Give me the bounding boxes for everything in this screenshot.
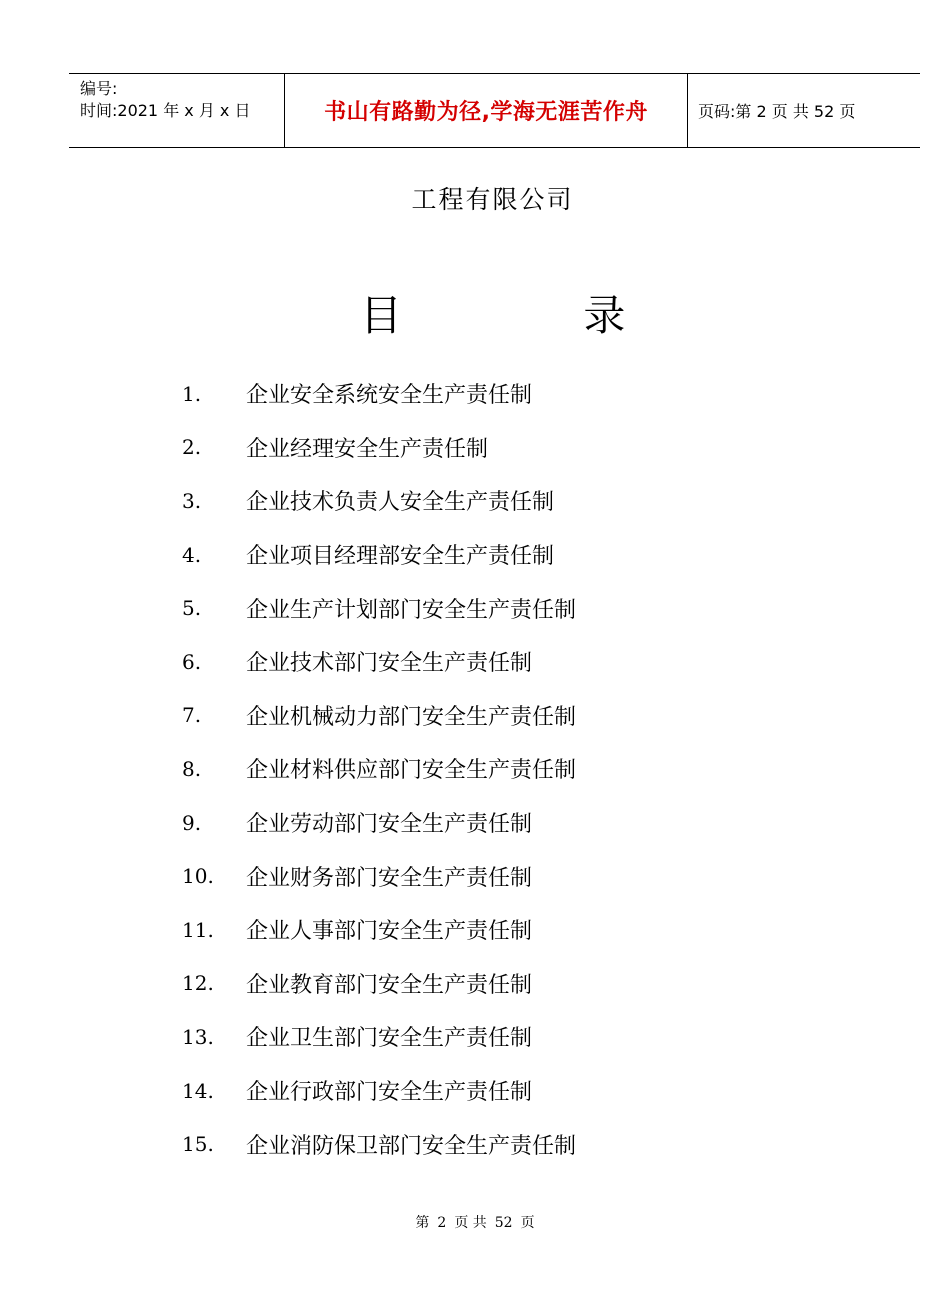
toc-item-number: 8. [182,756,202,781]
toc-item-title: 企业教育部门安全生产责任制 [246,972,533,998]
time-label: 时间:2021 年 x 月 x 日 [80,101,251,120]
toc-item[interactable] [182,1064,576,1118]
toc-item-number: 7. [182,703,202,728]
toc-item-title: 企业安全系统安全生产责任制 [246,383,533,409]
toc-item[interactable] [182,903,576,957]
page-header [69,73,920,148]
toc-item-number: 9. [182,810,202,835]
toc-item-number: 4. [182,542,202,567]
toc-item-number: 5. [182,596,202,621]
toc-item-title: 企业项目经理部安全生产责任制 [246,544,555,570]
toc-title-char-2: 录 [583,291,626,340]
motto-text: 书山有路勤为径,学海无涯苦作舟 [324,100,648,125]
footer-middle: 页 共 [454,1215,487,1231]
toc-item-title: 企业行政部门安全生产责任制 [246,1080,533,1106]
toc-item-number: 1. [182,381,202,406]
toc-item-number: 11. [182,917,214,942]
toc-item-title: 企业卫生部门安全生产责任制 [246,1026,533,1052]
header-motto-cell [285,74,688,147]
toc-item[interactable] [182,421,576,475]
toc-item[interactable] [182,1117,576,1171]
toc-item-number: 2. [182,435,202,460]
toc-list [182,367,576,1171]
toc-item[interactable] [182,581,576,635]
toc-item-title: 企业劳动部门安全生产责任制 [246,812,533,838]
toc-item[interactable] [182,689,576,743]
toc-item-number: 6. [182,649,202,674]
header-page-code [688,74,920,147]
toc-item[interactable] [182,957,576,1011]
toc-item[interactable] [182,849,576,903]
toc-item-title: 企业材料供应部门安全生产责任制 [246,758,577,784]
footer-total-pages: 52 [494,1215,513,1231]
toc-item-title: 企业机械动力部门安全生产责任制 [246,704,577,730]
toc-item-number: 3. [182,488,202,513]
toc-item-title: 企业消防保卫部门安全生产责任制 [246,1133,577,1159]
toc-item-title: 企业生产计划部门安全生产责任制 [246,597,577,623]
toc-item[interactable] [182,742,576,796]
toc-item-number: 14. [182,1078,214,1103]
toc-item-number: 13. [182,1024,214,1049]
footer-page-number: 2 [437,1215,447,1231]
toc-item-title: 企业财务部门安全生产责任制 [246,865,533,891]
header-meta [69,74,285,147]
toc-item-number: 10. [182,864,214,889]
toc-title [360,283,625,343]
page-footer [0,1212,950,1232]
toc-item[interactable] [182,528,576,582]
toc-item[interactable] [182,635,576,689]
toc-title-char-1: 目 [360,291,403,340]
page-code-text: 页码:第 2 页 共 52 页 [698,102,856,121]
toc-item-title: 企业经理安全生产责任制 [246,436,489,462]
toc-item[interactable] [182,1010,576,1064]
toc-item-title: 企业技术部门安全生产责任制 [246,651,533,677]
toc-item-number: 12. [182,971,214,996]
toc-item[interactable] [182,796,576,850]
company-name: 工程有限公司 [411,185,574,214]
toc-item[interactable] [182,367,576,421]
serial-label: 编号: [80,79,118,98]
toc-item[interactable] [182,474,576,528]
footer-suffix: 页 [520,1215,535,1231]
toc-item-title: 企业人事部门安全生产责任制 [246,919,533,945]
toc-item-number: 15. [182,1132,214,1157]
footer-prefix: 第 [415,1215,430,1231]
toc-item-title: 企业技术负责人安全生产责任制 [246,490,555,516]
